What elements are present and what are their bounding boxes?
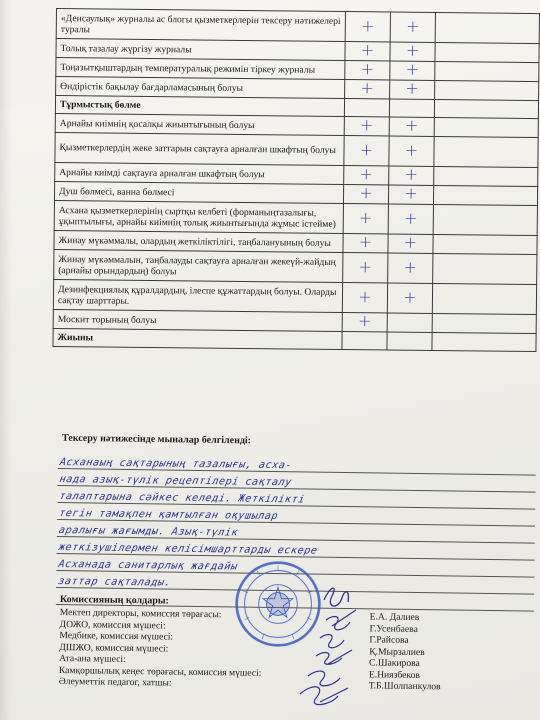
- check-mark: +: [359, 183, 373, 203]
- check-mark: +: [359, 164, 374, 184]
- check-mark: +: [360, 59, 375, 79]
- signatory-role: Камқоршылық кеңес төрағасы, комиссия мүшесі:: [58, 664, 262, 679]
- check-cell-2: [390, 61, 435, 80]
- handwritten-text: Асханада санитарлық жағдайы: [57, 559, 239, 573]
- check-cell-2: [389, 166, 434, 185]
- signatory-name: Қ.Мырзалиев: [369, 645, 425, 658]
- check-cell-2: [390, 80, 435, 99]
- check-mark: +: [405, 78, 419, 98]
- check-cell-1: [345, 80, 390, 99]
- check-cell-2: [388, 253, 433, 283]
- check-cell-1: [343, 185, 388, 204]
- criterion-label: Жинау мүкәммалын, таңбалауды сақтауға арналған жекеүй-жайдың (арнайы орындардың) болуы: [54, 249, 343, 282]
- notes-cell: [435, 42, 539, 62]
- check-mark: +: [403, 257, 418, 277]
- notes-cell: [432, 313, 536, 333]
- check-cell-2: [390, 12, 435, 42]
- check-cell-1: [343, 234, 388, 253]
- signatory-name: Е.А. Далиев: [369, 611, 420, 624]
- check-cell-1: [342, 283, 387, 313]
- findings-label: Тексеру нәтижесінде мыналар белгіленді:: [61, 432, 252, 447]
- check-mark: +: [357, 311, 372, 331]
- signatory-role: ДШЖО, комиссия мүшесі:: [59, 641, 169, 655]
- check-cell-1: [344, 166, 389, 185]
- criterion-label: Дезинфекциялық құралдардың, ілеспе құжаттардың болуы. Оларды сақтау шарттары.: [53, 279, 342, 312]
- notes-cell: [434, 166, 538, 186]
- check-mark: +: [404, 140, 419, 160]
- handwritten-text: талаптарына сәйкес келеді. Жеткілікті: [58, 491, 306, 506]
- check-cell-2: [388, 185, 433, 204]
- criterion-label: Арнайы киімді сақтауға арналған шкафтың болуы: [55, 162, 344, 184]
- handwritten-text: тегін тамақпен қамтылған оқушылар: [58, 508, 280, 523]
- check-cell-2: [389, 117, 434, 136]
- check-cell-2: [390, 42, 435, 61]
- check-cell-2: [387, 283, 432, 313]
- check-cell-2: [389, 99, 434, 117]
- check-cell-1: [344, 136, 389, 166]
- signatory-name: Г.Райсова: [369, 634, 409, 646]
- notes-cell: [435, 61, 539, 81]
- check-cell-1: [343, 204, 388, 234]
- check-cell-1: [345, 42, 390, 61]
- notes-cell: [432, 283, 536, 314]
- check-cell-1: [345, 61, 390, 80]
- signatory-role: ДОЖО, комиссия мүшесі:: [59, 618, 166, 631]
- check-mark: +: [405, 40, 420, 60]
- signatory-role: Әлеуметтік педагог, хатшы:: [58, 675, 172, 689]
- criterion-label: Душ бөлмесі, ванна бөлмесі: [54, 181, 343, 203]
- check-cell-1: [344, 99, 389, 117]
- check-mark: +: [403, 232, 418, 252]
- notes-cell: [435, 12, 539, 43]
- signatory-role: Мектеп директоры, комиссия төрағасы:: [59, 606, 222, 621]
- handwritten-text: аралығы жағымды. Азық-түлік: [57, 525, 240, 539]
- criterion-label: Жиыны: [53, 328, 342, 349]
- criterion-label: Тоңазытқыштардың температуралық режимін тіркеу журналы: [56, 58, 345, 80]
- check-cell-2: [389, 136, 434, 166]
- handwritten-text: заттар сақталады.: [57, 576, 173, 589]
- criterion-label: Жинау мүкәммалы, олардың жеткіліктілігі, таңбалануының болуы: [54, 230, 343, 252]
- inspection-checklist-table: [52, 8, 540, 352]
- check-mark: +: [359, 207, 373, 227]
- handwritten-text: жеткізушілермен келісімшарттарды ескере: [57, 542, 319, 557]
- check-cell-2: [388, 234, 433, 253]
- check-mark: +: [404, 115, 419, 135]
- check-mark: +: [404, 208, 418, 228]
- signatory-role: Медбике, комиссия мүшесі:: [59, 629, 174, 643]
- signatory-name: Г.Усенбаева: [369, 622, 418, 635]
- check-mark: +: [404, 183, 418, 203]
- check-mark: +: [358, 256, 373, 276]
- check-cell-2: [387, 332, 432, 350]
- check-cell-1: [345, 12, 390, 42]
- check-mark: +: [360, 78, 374, 98]
- notes-cell: [434, 117, 538, 137]
- check-mark: +: [358, 286, 372, 306]
- criterion-label: Қызметкерлердің жеке заттарын сақтауға арналған шкафтың болуы: [55, 132, 344, 165]
- check-mark: +: [359, 115, 374, 135]
- check-mark: +: [360, 40, 375, 60]
- check-cell-1: [344, 117, 389, 136]
- check-mark: +: [406, 16, 420, 36]
- check-mark: +: [403, 287, 417, 307]
- page-edge-shadow: [0, 0, 12, 720]
- check-mark: +: [405, 59, 420, 79]
- criterion-label: Асхана қызметкерлерінің сыртқы келбеті (форманыңтазалығы, ұқыптылығы, арнайы киімнің толық жиынтығында жұмыс істейме): [54, 200, 343, 233]
- criterion-label: Өндірістік бақылау бағдарламасының болуы: [56, 77, 345, 99]
- signatory-name: С.Шакирова: [368, 657, 420, 670]
- notes-cell: [433, 253, 537, 284]
- notes-cell: [433, 185, 537, 205]
- check-mark: +: [359, 139, 374, 159]
- signatory-name: Т.Б.Шолпанкулов: [368, 680, 441, 693]
- check-mark: +: [404, 164, 419, 184]
- handwritten-text: Асханаың сақтарының тазалығы, асха-: [58, 457, 294, 472]
- notes-cell: [433, 234, 537, 254]
- check-mark: +: [358, 232, 373, 252]
- check-cell-1: [343, 253, 388, 283]
- notes-cell: [433, 204, 537, 235]
- criterion-label: Арнайы киімнің қосалқы жиынтығының болуы: [55, 113, 344, 135]
- check-cell-2: [388, 204, 433, 234]
- notes-cell: [434, 99, 538, 118]
- handwritten-text: нада азық-түлік рецептілері сақталу: [58, 474, 293, 489]
- commission-signatures: [59, 594, 520, 694]
- check-cell-2: [387, 313, 432, 332]
- signatures-title: Комиссияның қолдары:: [59, 594, 170, 607]
- criterion-label: Москит торының болуы: [53, 309, 342, 331]
- criterion-label: Тұрмыстық бөлме: [55, 96, 344, 117]
- check-cell-1: [342, 313, 387, 332]
- criterion-label: «Денсаулық» журналы ас блогы қызметкерлерін тексеру нәтижелері туралы: [56, 9, 345, 42]
- signatory-name: Е.Ниязбеков: [368, 668, 421, 681]
- notes-cell: [432, 332, 536, 351]
- notes-cell: [434, 136, 538, 167]
- signatory-role: Ата-ана мүшесі:: [59, 652, 126, 665]
- check-mark: +: [361, 15, 375, 35]
- notes-cell: [435, 80, 539, 100]
- section-row: [53, 328, 536, 351]
- check-cell-1: [342, 332, 387, 350]
- criterion-label: Толық тазалау жүргізу журналы: [56, 39, 345, 61]
